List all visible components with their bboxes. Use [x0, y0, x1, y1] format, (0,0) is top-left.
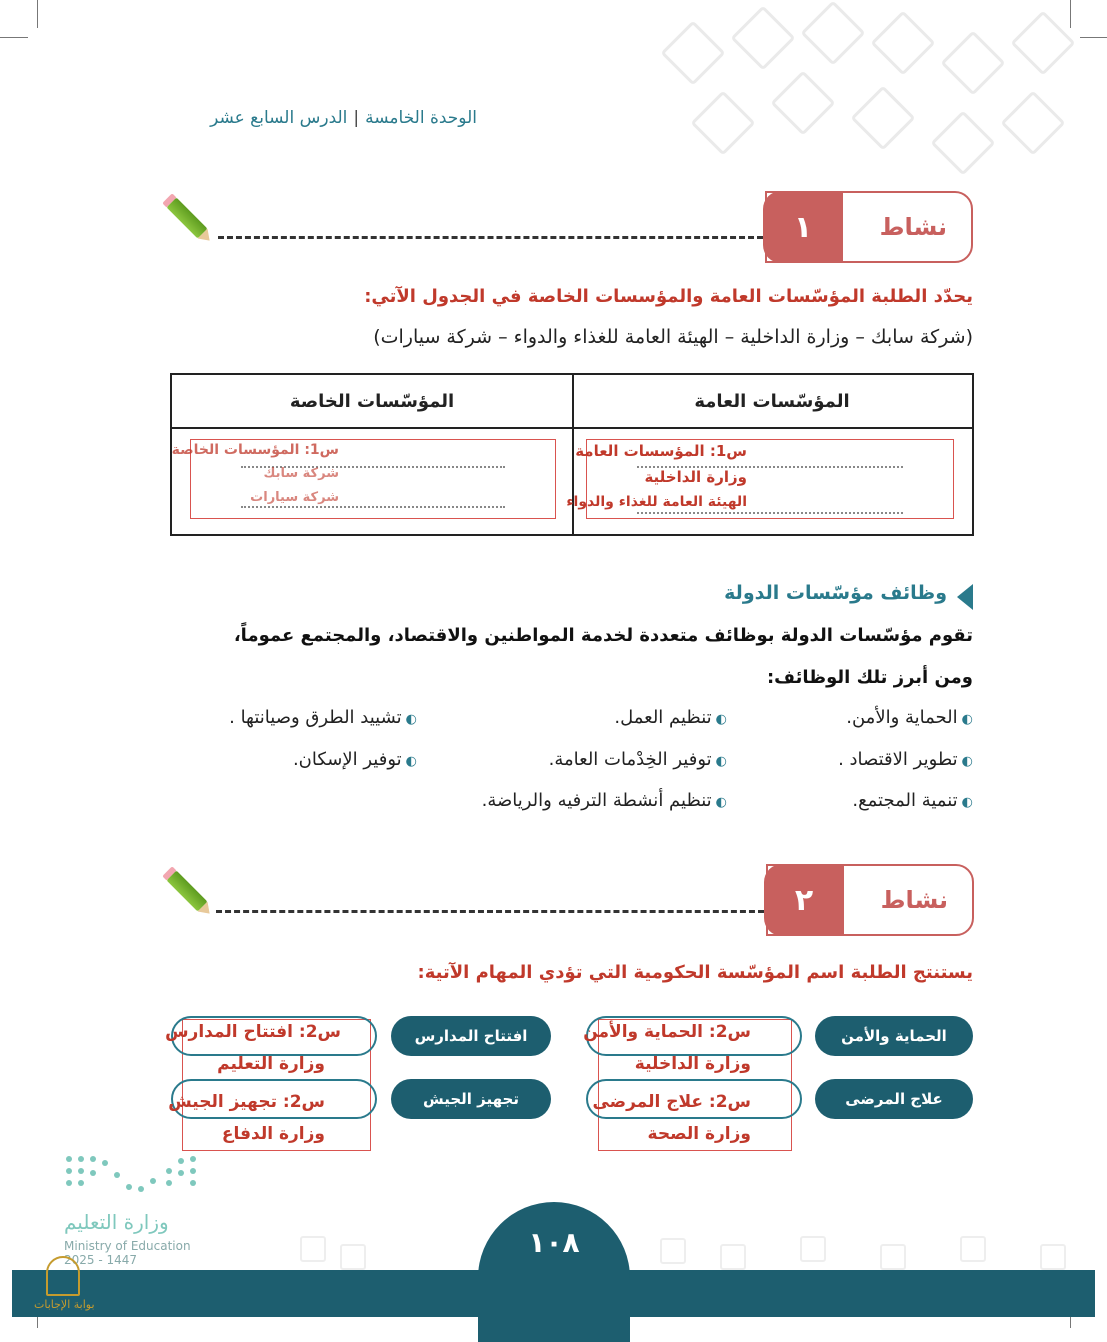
- private-answer-question: س1: المؤسسات الخاصة: [171, 442, 339, 458]
- ministry-name-ar: وزارة التعليم: [64, 1210, 169, 1234]
- functions-paragraph: تقوم مؤسّسات الدولة بوظائف متعددة لخدمة المواطنين والاقتصاد، والمجتمع عموماً،: [233, 625, 973, 646]
- task-pill: الحماية والأمن: [815, 1016, 973, 1056]
- crop-mark: [1070, 0, 1071, 28]
- answer-text: وزارة التعليم: [217, 1054, 325, 1074]
- function-item: ◐ تنظيم العمل.: [614, 707, 727, 728]
- activity-label: نشاط: [880, 886, 948, 914]
- answer-question: س2: علاج المرضى: [592, 1092, 751, 1112]
- crop-mark: [37, 0, 38, 28]
- dashed-line: [216, 910, 764, 913]
- private-answer-2: شركة سيارات: [250, 490, 339, 505]
- lesson-title: الدرس السابع عشر: [210, 108, 348, 128]
- answer-question: س2: الحماية والأمن: [583, 1022, 751, 1042]
- pencil-icon: [166, 870, 207, 911]
- task-pill: علاج المرضى: [815, 1079, 973, 1119]
- edition-year: 2025 - 1447: [64, 1253, 138, 1267]
- unit-title: الوحدة الخامسة: [365, 108, 477, 128]
- function-item: ◐ توفير الخِدْمات العامة.: [549, 749, 727, 770]
- function-item: ◐ توفير الإسكان.: [293, 749, 417, 770]
- page-number: ١٠٨: [528, 1226, 580, 1259]
- function-item: ◐ تنمية المجتمع.: [852, 790, 973, 811]
- answer-text: وزارة الصحة: [647, 1124, 751, 1144]
- public-answer-box[interactable]: [566, 439, 954, 519]
- private-answer-1: شركة سابك: [263, 466, 339, 481]
- answer-question: س2: افتتاح المدارس: [165, 1022, 341, 1042]
- public-answer-2: الهيئة العامة للغذاء والدواء: [566, 494, 747, 510]
- function-item: ◐ تشييد الطرق وصيانتها .: [229, 707, 417, 728]
- table-header-public: المؤسّسات العامة: [694, 390, 850, 412]
- answer-question: س2: تجهيز الجيش: [168, 1092, 325, 1112]
- activity-2-instruction: يستنتج الطلبة اسم المؤسّسة الحكومية التي تؤدي المهام الآتية:: [417, 962, 973, 983]
- pencil-icon: [166, 197, 207, 238]
- site-name: بوابة الإجابات: [34, 1298, 95, 1311]
- answer-text: وزارة الدفاع: [221, 1124, 325, 1144]
- public-answer-1: وزارة الداخلية: [644, 468, 747, 486]
- ministry-name-en-text: Ministry of Education: [64, 1239, 191, 1253]
- function-item: ◐ الحماية والأمن.: [846, 707, 973, 728]
- header-separator: |: [353, 108, 360, 128]
- answer-text: وزارة الداخلية: [634, 1054, 751, 1074]
- page-number-badge: [478, 1202, 630, 1342]
- answer-line: [637, 512, 903, 514]
- activity-number: ٢: [764, 864, 844, 936]
- section-title: وظائف مؤسّسات الدولة: [724, 582, 947, 604]
- chevron-left-icon: [957, 584, 973, 610]
- crop-mark: [1080, 37, 1107, 38]
- activity-2-banner: [766, 864, 974, 936]
- task-pill: تجهيز الجيش: [391, 1079, 551, 1119]
- public-answer-question: س1: المؤسسات العامة: [575, 442, 747, 460]
- functions-lead: ومن أبرز تلك الوظائف:: [766, 667, 973, 688]
- institutions-table: [170, 373, 974, 536]
- crop-mark: [0, 37, 28, 38]
- table-header-divider: [172, 427, 972, 429]
- function-item: ◐ تنظيم أنشطة الترفيه والرياضة.: [482, 790, 727, 811]
- activity-number: ١: [763, 191, 843, 263]
- function-item: ◐ تطوير الاقتصاد .: [838, 749, 973, 770]
- private-answer-box[interactable]: [171, 439, 556, 519]
- activity-1-choices: (شركة سابك – وزارة الداخلية – الهيئة العامة للغذاء والدواء – شركة سيارات): [373, 326, 973, 348]
- dashed-line: [218, 236, 763, 239]
- activity-1-banner: [765, 191, 973, 263]
- page-header: [210, 108, 477, 128]
- task-pill: افتتاح المدارس: [391, 1016, 551, 1056]
- site-logo-icon: [46, 1256, 80, 1296]
- activity-1-instruction: يحدّد الطلبة المؤسّسات العامة والمؤسسات الخاصة في الجدول الآتي:: [364, 286, 973, 307]
- activity-label: نشاط: [879, 213, 947, 241]
- answer-line: [241, 506, 505, 508]
- table-header-private: المؤسّسات الخاصة: [289, 390, 455, 412]
- ministry-name-en: [64, 1239, 191, 1267]
